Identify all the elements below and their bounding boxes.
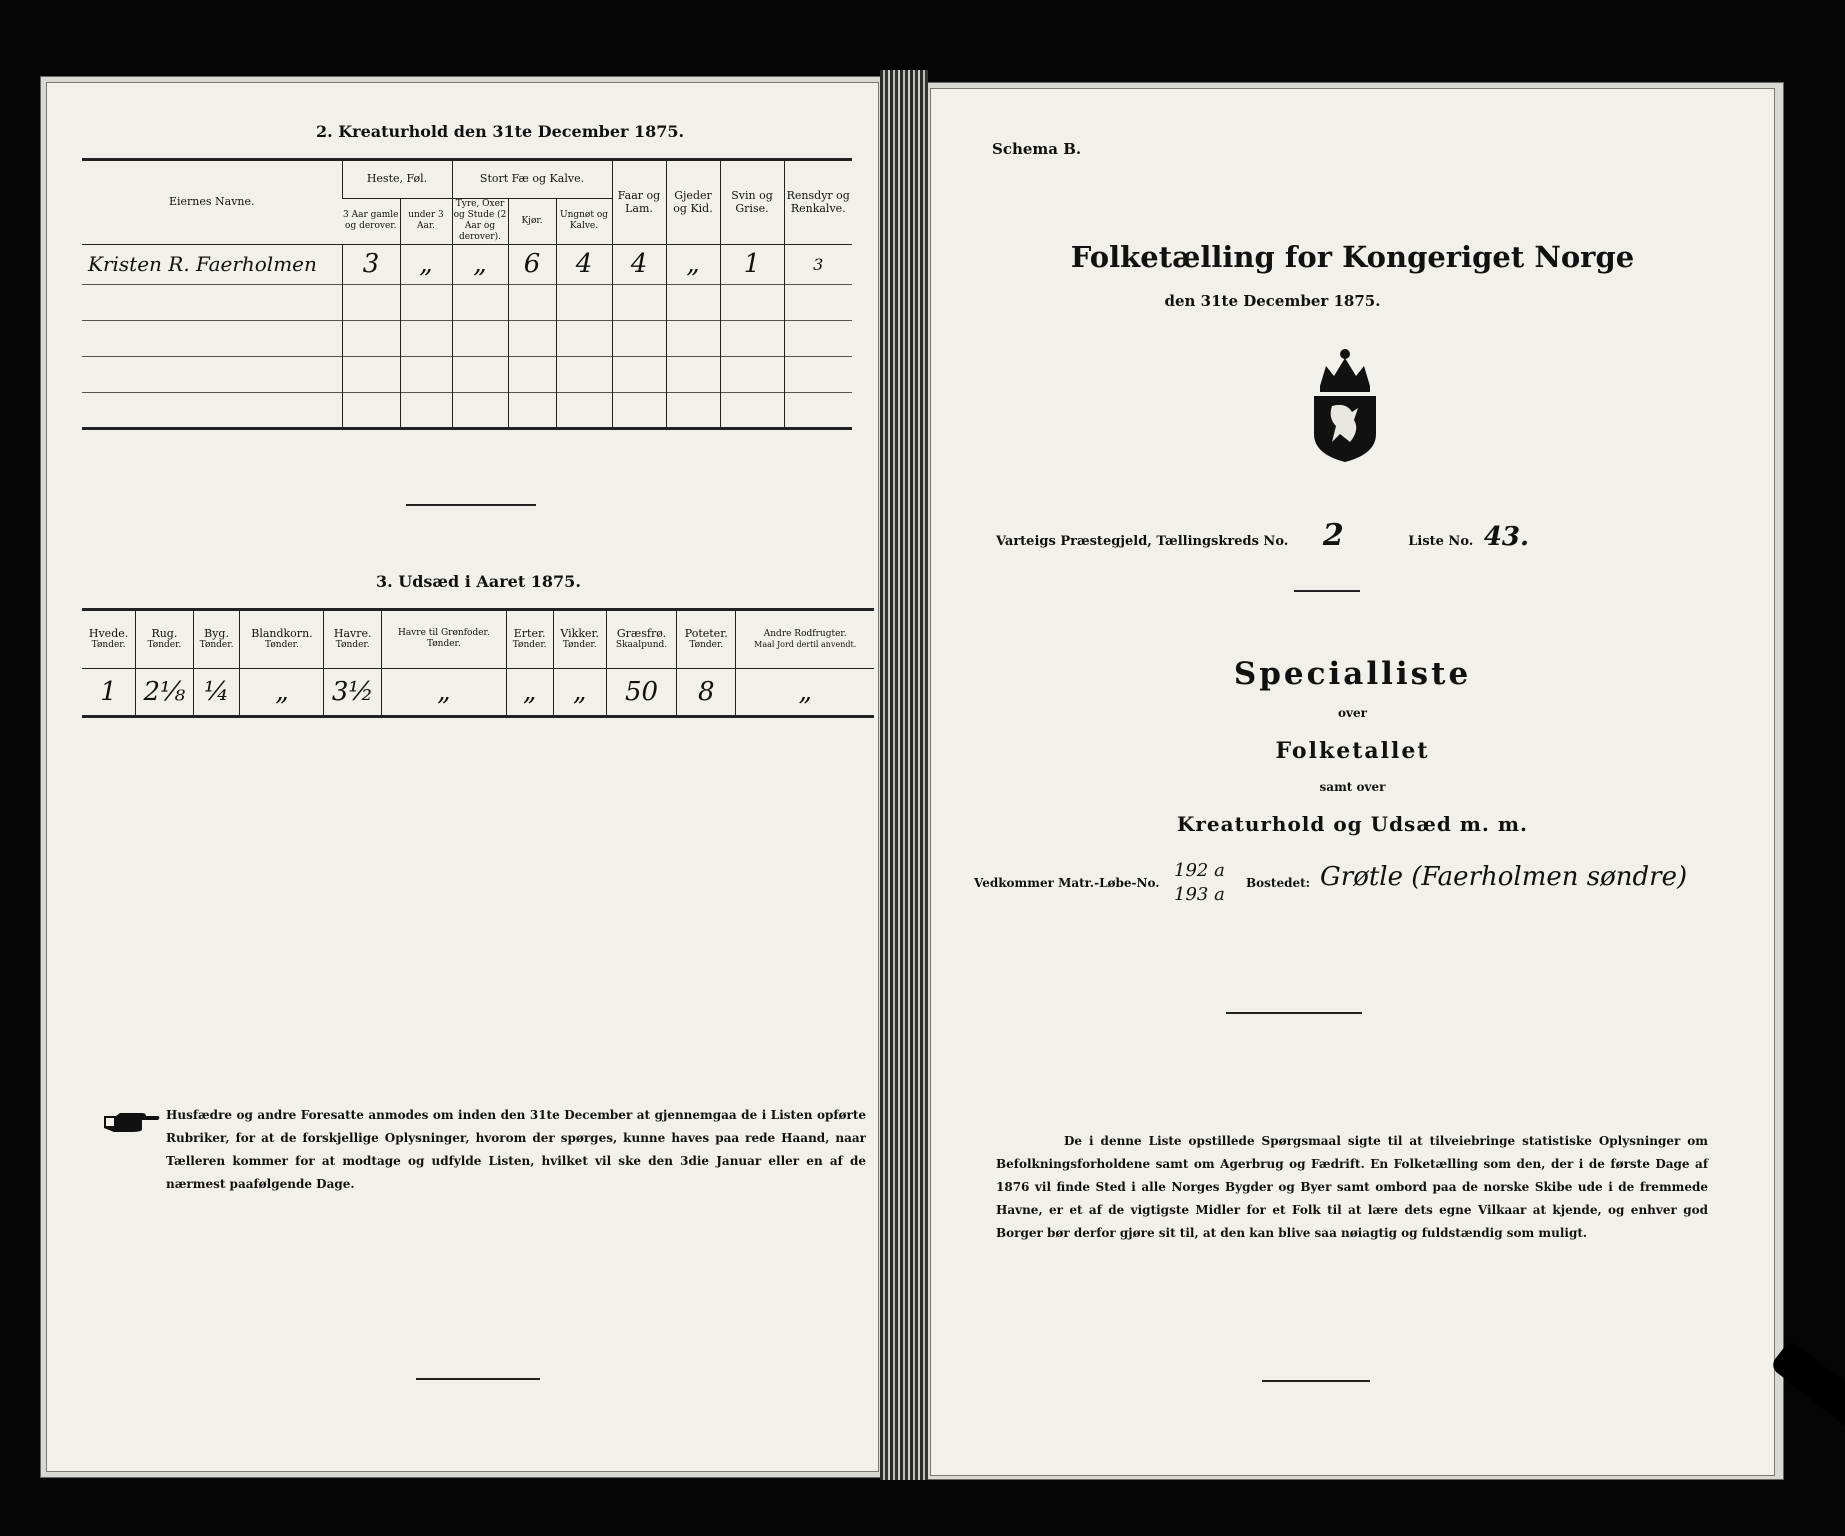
udsaed-value-7: „ xyxy=(553,668,606,716)
divider xyxy=(416,1378,540,1380)
specialliste-title: Specialliste xyxy=(1233,656,1472,692)
udsaed-header-5: Havre til Grønfoder. Tønder. xyxy=(381,610,506,668)
header-stort: Stort Fæ og Kalve. xyxy=(452,160,612,198)
section2-title: 2. Kreaturhold den 31te December 1875. xyxy=(316,122,685,141)
gjeder-value: „ xyxy=(666,244,720,284)
udsaed-value-0: 1 xyxy=(100,676,117,707)
heste-3aar-value: 3 xyxy=(342,244,400,284)
svin-value: 1 xyxy=(720,244,784,284)
left-page xyxy=(46,82,879,1472)
udsaed-header-7: Vikker. Tønder. xyxy=(553,610,606,668)
udsaed-value-5: „ xyxy=(381,668,506,716)
udsaed-header-4: Havre. Tønder. xyxy=(324,610,382,668)
tyre-value: „ xyxy=(452,244,508,284)
udsaed-value-2: ¼ xyxy=(193,668,240,716)
ungnot-value: 4 xyxy=(556,244,612,284)
header-stort-sub2: Kjør. xyxy=(508,198,556,244)
liste-number: 43. xyxy=(1483,522,1530,552)
bosted-value: Grøtle (Faerholmen søndre) xyxy=(1320,862,1688,892)
udsaed-header-2: Byg. Tønder. xyxy=(193,610,240,668)
coat-of-arms-icon xyxy=(1306,346,1384,464)
kreaturhold-title: Kreaturhold og Udsæd m. m. xyxy=(1177,812,1528,836)
right-page xyxy=(930,88,1775,1476)
udsaed-value-4: 3½ xyxy=(324,668,382,716)
header-stort-sub3: Ungnøt og Kalve. xyxy=(556,198,612,244)
liste-label: Liste No. xyxy=(1408,534,1474,549)
prestegjeld-label: Varteigs Præstegjeld, Tællingskreds No. xyxy=(996,534,1289,549)
divider xyxy=(1226,1012,1362,1014)
census-date: den 31te December 1875. xyxy=(1164,292,1381,310)
header-faar: Faar og Lam. xyxy=(612,160,666,244)
census-title: Folketælling for Kongeriget Norge xyxy=(1070,240,1635,274)
udsaed-header-6: Erter. Tønder. xyxy=(506,610,553,668)
udsaed-header-8: Græsfrø. Skaalpund. xyxy=(606,610,676,668)
header-gjeder: Gjeder og Kid. xyxy=(666,160,720,244)
udsaed-value-10: „ xyxy=(736,668,874,716)
matr-number-1: 192 a xyxy=(1174,860,1225,881)
udsaed-value-9: 8 xyxy=(677,668,736,716)
pointing-hand-icon xyxy=(102,1110,162,1134)
udsaed-value-6: „ xyxy=(506,668,553,716)
prestegjeld-line xyxy=(996,518,1529,553)
matr-number-2: 193 a xyxy=(1174,884,1225,905)
samt-over-text: samt over xyxy=(1319,780,1386,794)
udsaed-header-3: Blandkorn. Tønder. xyxy=(240,610,324,668)
divider xyxy=(1262,1380,1370,1382)
divider xyxy=(406,504,536,506)
kreds-number: 2 xyxy=(1322,518,1344,553)
udsaed-value-8: 50 xyxy=(606,668,676,716)
kjor-value: 6 xyxy=(508,244,556,284)
header-heste: Heste, Føl. xyxy=(342,160,452,198)
schema-label: Schema B. xyxy=(992,140,1082,158)
section3-title: 3. Udsæd i Aaret 1875. xyxy=(376,572,581,591)
header-rensdyr: Rensdyr og Renkalve. xyxy=(784,160,852,244)
rensdyr-value: 3 xyxy=(784,244,852,284)
over-text: over xyxy=(1338,706,1367,720)
udsaed-header-0: Hvede. Tønder. xyxy=(88,626,129,650)
udsaed-table xyxy=(82,610,874,718)
matr-label: Vedkommer Matr.-Løbe-No. xyxy=(974,876,1160,890)
divider xyxy=(1294,590,1360,592)
book-spine xyxy=(880,70,928,1480)
udsaed-value-3: „ xyxy=(240,668,324,716)
header-svin: Svin og Grise. xyxy=(720,160,784,244)
header-eier: Eiernes Navne. xyxy=(168,195,255,209)
header-heste-sub2: under 3 Aar. xyxy=(400,198,452,244)
notice-text: Husfædre og andre Foresatte anmodes om inden den 31te December at gjennemgaa de i Listen opførte Rubriker, for at de forskjellige Oplysninger, hvorom der spørges, kunne haves paa rede Haand, naar Tælleren kommer for at modtage og udfylde Listen, hvilket vil ske den 3die Januar eller en af de nærmest paafølgende Dage. xyxy=(166,1108,866,1191)
udsaed-value-1: 2⅛ xyxy=(136,668,194,716)
udsaed-header-1: Rug. Tønder. xyxy=(136,610,194,668)
folketallet-title: Folketallet xyxy=(1275,738,1430,764)
udsaed-header-9: Poteter. Tønder. xyxy=(677,610,736,668)
purpose-paragraph: De i denne Liste opstillede Spørgsmaal sigte til at tilveiebringe statistiske Oplysninger om Befolkningsforholdene samt om Agerbrug og Fædrift. En Folketælling som den, der i de første Dage af 1876 vil finde Sted i alle Norges Bygder og Byer samt ombord paa de norske Skibe ude i de fremmede Havne, er et af de vigtigste Midler for et Folk til at lære dets egne Vilkaar at kjende, og enhver god Borger bør derfor gjøre sit til, at den kan blive saa nøiagtig og fuldstændig som muligt. xyxy=(996,1134,1708,1240)
kreaturhold-table xyxy=(82,160,852,430)
udsaed-header-10: Andre Rodfrugter. Maal Jord dertil anvendt. xyxy=(736,610,874,668)
bosted-label: Bostedet: xyxy=(1246,876,1311,890)
faar-value: 4 xyxy=(612,244,666,284)
owner-name: Kristen R. Faerholmen xyxy=(88,252,317,276)
header-heste-sub1: 3 Aar gamle og derover. xyxy=(343,210,399,231)
heste-under3-value: „ xyxy=(400,244,452,284)
header-stort-sub1: Tyre, Oxer og Stude (2 Aar og derover). xyxy=(453,199,507,242)
